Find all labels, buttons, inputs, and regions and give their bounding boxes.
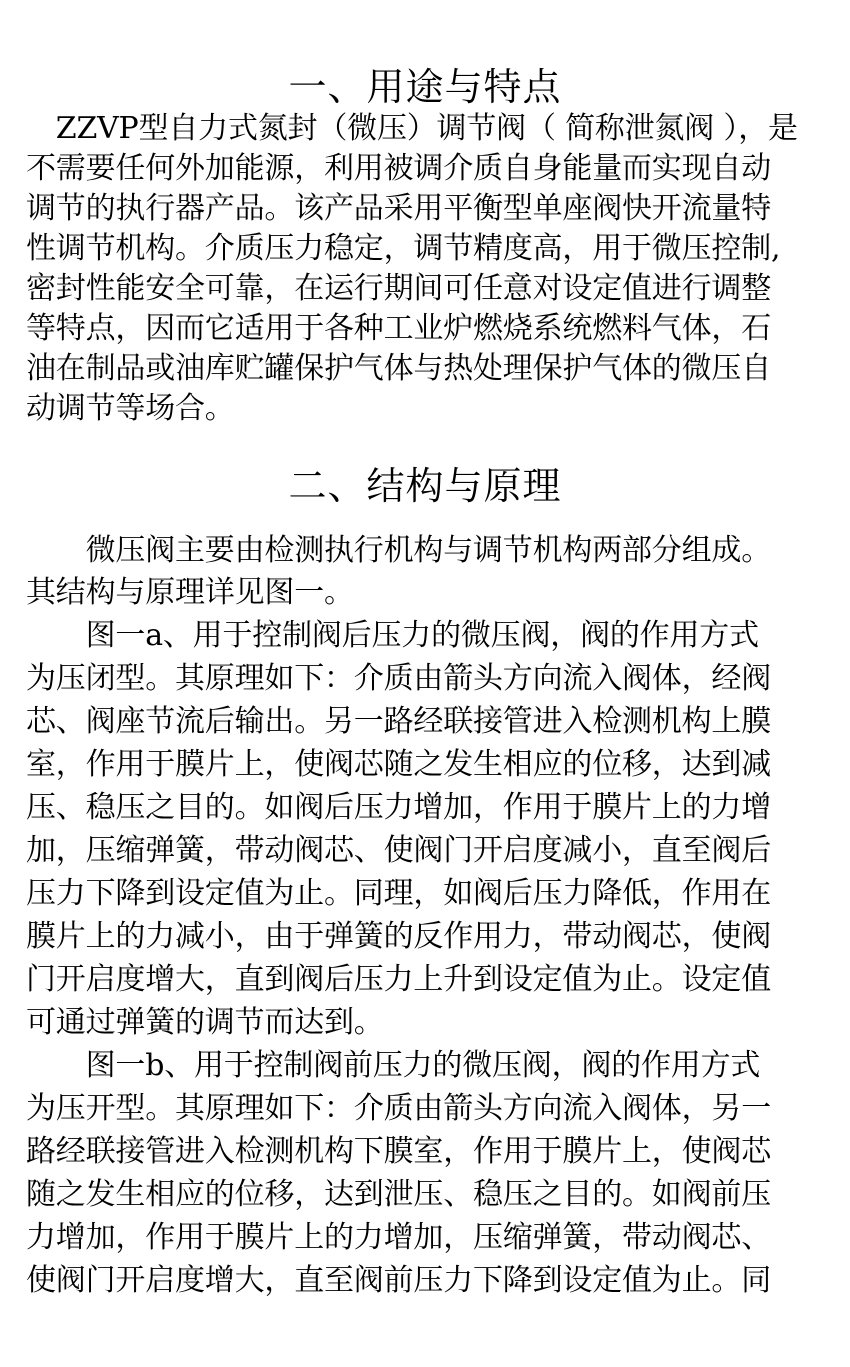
paragraph-line: 等特点，因而它适用于各种工业炉燃烧系统燃料气体，石 (26, 311, 771, 346)
section-title-structure: 二、结构与原理 (288, 464, 562, 508)
paragraph-line: 调节的执行器产品。该产品采用平衡型单座阀快开流量特 (26, 191, 771, 226)
paragraph-line: 门开启度增大，直到阀后压力上升到设定值为止。设定值 (26, 962, 771, 997)
paragraph-line: 膜片上的力减小，由于弹簧的反作用力，带动阀芯，使阀 (26, 919, 771, 954)
paragraph-line: ZZVP型自力式氮封（微压）调节阀（ 简称泄氮阀 ），是 (26, 111, 798, 146)
paragraph-line: 力增加，作用于膜片上的力增加，压缩弹簧，带动阀芯、 (26, 1220, 771, 1255)
section-title-usage: 一、用途与特点 (288, 65, 562, 109)
paragraph-line: 芯、阀座节流后输出。另一路经联接管进入检测机构上膜 (26, 704, 771, 739)
paragraph-line: 加，压缩弹簧，带动阀芯、使阀门开启度减小，直至阀后 (26, 833, 771, 868)
paragraph-line: 为压闭型。其原理如下：介质由箭头方向流入阀体，经阀 (26, 661, 771, 696)
paragraph-line: 室，作用于膜片上，使阀芯随之发生相应的位移，达到减 (26, 747, 771, 782)
paragraph-line: 性调节机构。介质压力稳定，调节精度高，用于微压控制, (26, 231, 781, 266)
paragraph-line: 图一b、用于控制阀前压力的微压阀，阀的作用方式 (26, 1048, 761, 1083)
paragraph-line: 图一a、用于控制阀后压力的微压阀，阀的作用方式 (26, 618, 759, 653)
paragraph-line: 油在制品或油库贮罐保护气体与热处理保护气体的微压自 (26, 351, 771, 386)
paragraph-line: 动调节等场合。 (26, 391, 235, 426)
paragraph-line: 使阀门开启度增大，直至阀前压力下降到设定值为止。同 (26, 1263, 771, 1298)
paragraph-line: 压力下降到设定值为止。同理，如阀后压力降低，作用在 (26, 876, 771, 911)
paragraph-line: 其结构与原理详见图一。 (26, 575, 354, 610)
paragraph-line: 可通过弹簧的调节而达到。 (26, 1005, 384, 1040)
paragraph-line: 为压开型。其原理如下：介质由箭头方向流入阀体，另一 (26, 1091, 771, 1126)
paragraph-line: 随之发生相应的位移，达到泄压、稳压之目的。如阀前压 (26, 1177, 771, 1212)
paragraph-line: 密封性能安全可靠，在运行期间可任意对设定值进行调整 (26, 271, 771, 306)
paragraph-line: 压、稳压之目的。如阀后压力增加，作用于膜片上的力增 (26, 790, 771, 825)
paragraph-line: 微压阀主要由检测执行机构与调节机构两部分组成。 (26, 533, 771, 568)
paragraph-line: 路经联接管进入检测机构下膜室，作用于膜片上，使阀芯 (26, 1134, 771, 1169)
paragraph-line: 不需要任何外加能源，利用被调介质自身能量而实现自动 (26, 151, 771, 186)
